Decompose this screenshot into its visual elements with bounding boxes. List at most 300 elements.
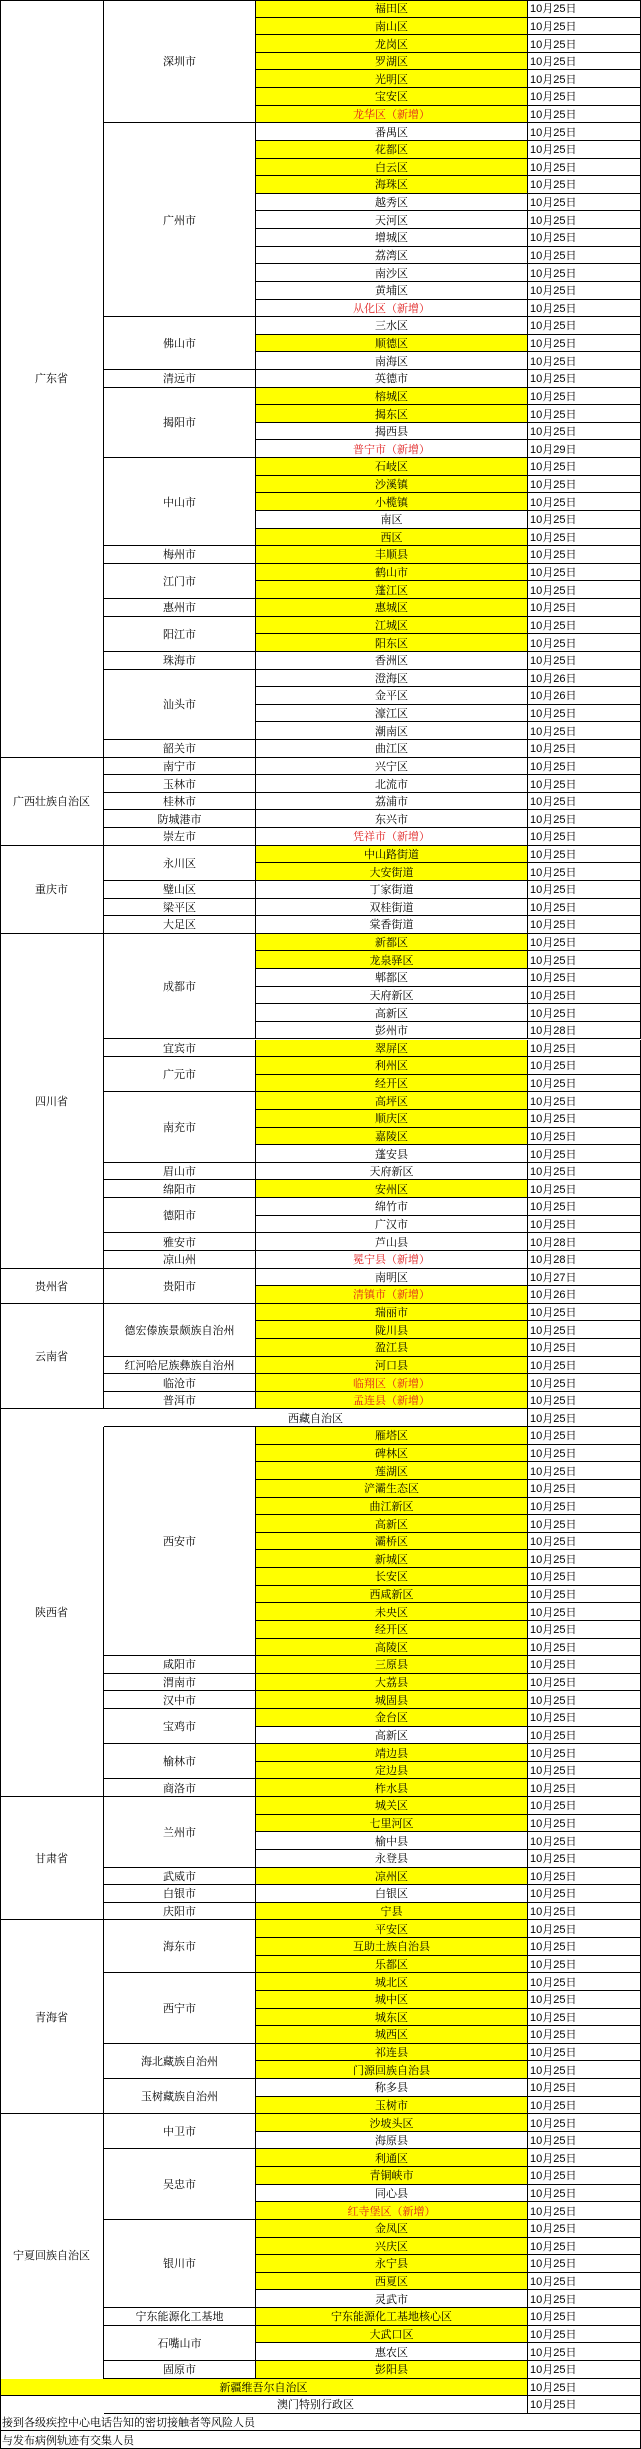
district-cell: 天府新区	[256, 987, 528, 1005]
district-cell: 新都区	[256, 934, 528, 952]
district-cell: 永登县	[256, 1850, 528, 1868]
city-cell: 宁东能源化工基地	[104, 2308, 256, 2326]
date-cell: 10月25日	[528, 2026, 641, 2044]
date-cell: 10月28日	[528, 1233, 641, 1251]
date-cell: 10月25日	[528, 282, 641, 300]
city-cell: 江门市	[104, 564, 256, 599]
district-cell: 郫都区	[256, 969, 528, 987]
date-cell: 10月25日	[528, 123, 641, 141]
district-cell: 清镇市（新增）	[256, 1286, 528, 1304]
date-cell: 10月25日	[528, 2167, 641, 2185]
district-cell: 蓬江区	[256, 581, 528, 599]
city-cell: 德阳市	[104, 1198, 256, 1233]
date-cell: 10月25日	[528, 846, 641, 864]
region-cell: 澳门特别行政区	[104, 2396, 528, 2414]
date-cell: 10月25日	[528, 564, 641, 582]
date-cell: 10月25日	[528, 2185, 641, 2203]
city-cell: 阳江市	[104, 617, 256, 652]
district-cell: 新城区	[256, 1550, 528, 1568]
district-cell: 石岐区	[256, 458, 528, 476]
district-cell: 利通区	[256, 2149, 528, 2167]
province-cell: 贵州省	[0, 1269, 104, 1304]
city-cell: 永川区	[104, 846, 256, 881]
city-cell: 石嘴山市	[104, 2326, 256, 2361]
city-cell: 梁平区	[104, 899, 256, 917]
date-cell: 10月25日	[528, 1903, 641, 1921]
date-cell: 10月25日	[528, 1815, 641, 1833]
date-cell: 10月25日	[528, 1075, 641, 1093]
city-cell: 德宏傣族景颇族自治州	[104, 1304, 256, 1357]
district-cell: 宁东能源化工基地核心区	[256, 2308, 528, 2326]
district-cell: 荔浦市	[256, 793, 528, 811]
district-cell: 未央区	[256, 1603, 528, 1621]
district-cell: 彭阳县	[256, 2361, 528, 2379]
city-cell: 韶关市	[104, 740, 256, 758]
district-cell: 福田区	[256, 0, 528, 18]
date-cell: 10月25日	[528, 1004, 641, 1022]
district-cell: 小榄镇	[256, 493, 528, 511]
district-cell: 高陵区	[256, 1639, 528, 1657]
date-cell: 10月25日	[528, 1321, 641, 1339]
district-cell: 普宁市（新增）	[256, 440, 528, 458]
city-cell: 惠州市	[104, 599, 256, 617]
district-cell: 双桂街道	[256, 899, 528, 917]
district-cell: 大荔县	[256, 1674, 528, 1692]
city-cell: 绵阳市	[104, 1180, 256, 1198]
date-cell: 10月26日	[528, 1286, 641, 1304]
region-cell: 新疆维吾尔自治区	[0, 2379, 528, 2397]
city-cell: 汕头市	[104, 670, 256, 740]
district-cell: 三原县	[256, 1656, 528, 1674]
date-cell: 10月25日	[528, 1639, 641, 1657]
date-cell: 10月25日	[528, 617, 641, 635]
district-cell: 嘉陵区	[256, 1128, 528, 1146]
city-cell: 宝鸡市	[104, 1709, 256, 1744]
district-cell: 龙岗区	[256, 35, 528, 53]
district-cell: 冕宁县（新增）	[256, 1251, 528, 1269]
city-cell: 南充市	[104, 1092, 256, 1162]
city-cell: 珠海市	[104, 652, 256, 670]
district-cell: 三水区	[256, 317, 528, 335]
district-cell: 平安区	[256, 1920, 528, 1938]
province-cell: 青海省	[0, 1920, 104, 2114]
district-cell: 揭东区	[256, 405, 528, 423]
district-cell: 东兴市	[256, 810, 528, 828]
date-cell: 10月25日	[528, 2379, 641, 2397]
district-cell: 城北区	[256, 1973, 528, 1991]
district-cell: 越秀区	[256, 194, 528, 212]
province-cell: 宁夏回族自治区	[0, 2114, 104, 2396]
district-cell: 凉州区	[256, 1868, 528, 1886]
district-cell: 凭祥市（新增）	[256, 828, 528, 846]
district-cell: 兴宁区	[256, 758, 528, 776]
district-cell: 鹤山市	[256, 564, 528, 582]
district-cell: 沙溪镇	[256, 476, 528, 494]
district-cell: 天河区	[256, 211, 528, 229]
district-cell: 绵竹市	[256, 1198, 528, 1216]
city-cell: 榆林市	[104, 1744, 256, 1779]
district-cell: 南山区	[256, 18, 528, 36]
city-cell: 广元市	[104, 1057, 256, 1092]
province-cell: 广东省	[0, 0, 104, 758]
district-cell: 宁县	[256, 1903, 528, 1921]
date-cell: 10月25日	[528, 1180, 641, 1198]
date-cell: 10月25日	[528, 1568, 641, 1586]
date-cell: 10月25日	[528, 2273, 641, 2291]
date-cell: 10月25日	[528, 2097, 641, 2115]
district-cell: 碑林区	[256, 1445, 528, 1463]
date-cell: 10月25日	[528, 159, 641, 177]
city-cell: 兰州市	[104, 1797, 256, 1867]
district-cell: 浐灞生态区	[256, 1480, 528, 1498]
district-cell: 城西区	[256, 2026, 528, 2044]
city-cell: 深圳市	[104, 0, 256, 123]
date-cell: 10月25日	[528, 1339, 641, 1357]
date-cell: 10月25日	[528, 1216, 641, 1234]
date-cell: 10月25日	[528, 88, 641, 106]
date-cell: 10月25日	[528, 1586, 641, 1604]
date-cell: 10月25日	[528, 405, 641, 423]
district-cell: 惠城区	[256, 599, 528, 617]
date-cell: 10月25日	[528, 2009, 641, 2027]
date-cell: 10月25日	[528, 775, 641, 793]
district-cell: 顺德区	[256, 335, 528, 353]
date-cell: 10月25日	[528, 1691, 641, 1709]
date-cell: 10月25日	[528, 2061, 641, 2079]
district-cell: 澄海区	[256, 670, 528, 688]
date-cell: 10月25日	[528, 1110, 641, 1128]
district-cell: 利州区	[256, 1057, 528, 1075]
district-cell: 彭州市	[256, 1022, 528, 1040]
district-cell: 定边县	[256, 1762, 528, 1780]
date-cell: 10月25日	[528, 1656, 641, 1674]
district-cell: 河口县	[256, 1357, 528, 1375]
date-cell: 10月25日	[528, 1956, 641, 1974]
province-cell: 重庆市	[0, 846, 104, 934]
date-cell: 10月25日	[528, 2396, 641, 2414]
district-cell: 金凤区	[256, 2220, 528, 2238]
date-cell: 10月25日	[528, 1515, 641, 1533]
city-cell: 渭南市	[104, 1674, 256, 1692]
city-cell: 普洱市	[104, 1392, 256, 1410]
district-cell: 大武口区	[256, 2326, 528, 2344]
district-cell: 揭西县	[256, 423, 528, 441]
district-cell: 阳东区	[256, 634, 528, 652]
district-cell: 玉树市	[256, 2097, 528, 2115]
date-cell: 10月25日	[528, 388, 641, 406]
district-cell: 安州区	[256, 1180, 528, 1198]
date-cell: 10月25日	[528, 1040, 641, 1058]
district-cell: 瑞丽市	[256, 1304, 528, 1322]
district-cell: 靖边县	[256, 1744, 528, 1762]
city-cell: 崇左市	[104, 828, 256, 846]
district-cell: 白云区	[256, 159, 528, 177]
date-cell: 10月25日	[528, 1727, 641, 1745]
date-cell: 10月25日	[528, 317, 641, 335]
district-cell: 门源回族自治县	[256, 2061, 528, 2079]
date-cell: 10月28日	[528, 1251, 641, 1269]
date-cell: 10月25日	[528, 1938, 641, 1956]
date-cell: 10月25日	[528, 2149, 641, 2167]
date-cell: 10月28日	[528, 1022, 641, 1040]
date-cell: 10月25日	[528, 581, 641, 599]
district-cell: 高新区	[256, 1727, 528, 1745]
date-cell: 10月29日	[528, 440, 641, 458]
city-cell: 临沧市	[104, 1374, 256, 1392]
city-cell: 揭阳市	[104, 388, 256, 458]
district-cell: 海原县	[256, 2132, 528, 2150]
district-cell: 乐都区	[256, 1956, 528, 1974]
province-cell: 云南省	[0, 1304, 104, 1410]
district-cell: 龙华区（新增）	[256, 106, 528, 124]
province-cell: 四川省	[0, 934, 104, 1269]
district-cell: 兴庆区	[256, 2238, 528, 2256]
district-cell: 长安区	[256, 1568, 528, 1586]
province-cell: 广西壮族自治区	[0, 758, 104, 846]
district-cell: 榆中县	[256, 1832, 528, 1850]
district-cell: 香洲区	[256, 652, 528, 670]
date-cell: 10月25日	[528, 229, 641, 247]
city-cell: 佛山市	[104, 317, 256, 370]
district-cell: 龙泉驿区	[256, 951, 528, 969]
date-cell: 10月25日	[528, 652, 641, 670]
city-cell: 海北藏族自治州	[104, 2044, 256, 2079]
district-cell: 南明区	[256, 1269, 528, 1287]
date-cell: 10月25日	[528, 1128, 641, 1146]
district-cell: 灵武市	[256, 2290, 528, 2308]
district-cell: 城东区	[256, 2009, 528, 2027]
district-cell: 城固县	[256, 1691, 528, 1709]
date-cell: 10月25日	[528, 211, 641, 229]
date-cell: 10月25日	[528, 987, 641, 1005]
date-cell: 10月25日	[528, 1357, 641, 1375]
date-cell: 10月25日	[528, 458, 641, 476]
date-cell: 10月25日	[528, 916, 641, 934]
date-cell: 10月25日	[528, 1409, 641, 1427]
district-cell: 南海区	[256, 352, 528, 370]
city-cell: 凉山州	[104, 1251, 256, 1269]
date-cell: 10月25日	[528, 300, 641, 318]
district-cell: 荔湾区	[256, 247, 528, 265]
district-cell: 丁家街道	[256, 881, 528, 899]
province-cell: 甘肃省	[0, 1797, 104, 1920]
date-cell: 10月25日	[528, 1533, 641, 1551]
district-cell: 西咸新区	[256, 1586, 528, 1604]
district-cell: 从化区（新增）	[256, 300, 528, 318]
district-cell: 英德市	[256, 370, 528, 388]
date-cell: 10月25日	[528, 35, 641, 53]
city-cell: 海东市	[104, 1920, 256, 1973]
district-cell: 金台区	[256, 1709, 528, 1727]
district-cell: 临翔区（新增）	[256, 1374, 528, 1392]
district-cell: 灞桥区	[256, 1533, 528, 1551]
district-cell: 大安街道	[256, 863, 528, 881]
district-cell: 芦山县	[256, 1233, 528, 1251]
date-cell: 10月25日	[528, 1621, 641, 1639]
date-cell: 10月25日	[528, 1498, 641, 1516]
district-cell: 潮南区	[256, 722, 528, 740]
city-cell: 咸阳市	[104, 1656, 256, 1674]
district-cell: 增城区	[256, 229, 528, 247]
district-cell: 柞水县	[256, 1779, 528, 1797]
date-cell: 10月25日	[528, 53, 641, 71]
date-cell: 10月25日	[528, 810, 641, 828]
district-cell: 惠农区	[256, 2343, 528, 2361]
city-cell: 红河哈尼族彝族自治州	[104, 1357, 256, 1375]
date-cell: 10月25日	[528, 335, 641, 353]
date-cell: 10月25日	[528, 1973, 641, 1991]
city-cell: 贵阳市	[104, 1269, 256, 1304]
city-cell: 宜宾市	[104, 1040, 256, 1058]
date-cell: 10月25日	[528, 476, 641, 494]
date-cell: 10月25日	[528, 1445, 641, 1463]
district-cell: 宝安区	[256, 88, 528, 106]
date-cell: 10月25日	[528, 1392, 641, 1410]
city-cell: 中卫市	[104, 2114, 256, 2149]
date-cell: 10月25日	[528, 1709, 641, 1727]
date-cell: 10月25日	[528, 1832, 641, 1850]
date-cell: 10月25日	[528, 1092, 641, 1110]
date-cell: 10月25日	[528, 0, 641, 18]
district-cell: 花都区	[256, 141, 528, 159]
district-cell: 青铜峡市	[256, 2167, 528, 2185]
date-cell: 10月25日	[528, 247, 641, 265]
city-cell: 眉山市	[104, 1163, 256, 1181]
date-cell: 10月25日	[528, 1462, 641, 1480]
date-cell: 10月25日	[528, 370, 641, 388]
district-cell: 经开区	[256, 1621, 528, 1639]
city-cell: 庆阳市	[104, 1903, 256, 1921]
district-cell: 红寺堡区（新增）	[256, 2202, 528, 2220]
date-cell: 10月25日	[528, 141, 641, 159]
district-cell: 互助土族自治县	[256, 1938, 528, 1956]
district-cell: 雁塔区	[256, 1427, 528, 1445]
date-cell: 10月25日	[528, 2361, 641, 2379]
date-cell: 10月25日	[528, 2255, 641, 2273]
date-cell: 10月25日	[528, 2114, 641, 2132]
city-cell: 清远市	[104, 370, 256, 388]
date-cell: 10月25日	[528, 969, 641, 987]
city-cell: 西宁市	[104, 1973, 256, 2043]
date-cell: 10月25日	[528, 1779, 641, 1797]
district-cell: 西夏区	[256, 2273, 528, 2291]
city-cell: 银川市	[104, 2220, 256, 2308]
date-cell: 10月25日	[528, 529, 641, 547]
date-cell: 10月25日	[528, 599, 641, 617]
note-row: 与发布病例轨迹有交集人员	[0, 2431, 641, 2449]
district-cell: 中山路街道	[256, 846, 528, 864]
date-cell: 10月25日	[528, 793, 641, 811]
date-cell: 10月25日	[528, 1885, 641, 1903]
date-cell: 10月25日	[528, 1145, 641, 1163]
city-cell: 白银市	[104, 1885, 256, 1903]
date-cell: 10月25日	[528, 1427, 641, 1445]
district-cell: 曲江新区	[256, 1498, 528, 1516]
date-cell: 10月25日	[528, 758, 641, 776]
district-cell: 高新区	[256, 1004, 528, 1022]
district-cell: 丰顺县	[256, 546, 528, 564]
date-cell: 10月25日	[528, 2290, 641, 2308]
date-cell: 10月25日	[528, 511, 641, 529]
date-cell: 10月25日	[528, 881, 641, 899]
date-cell: 10月25日	[528, 18, 641, 36]
district-cell: 海珠区	[256, 176, 528, 194]
district-cell: 称多县	[256, 2079, 528, 2097]
district-cell: 罗湖区	[256, 53, 528, 71]
date-cell: 10月25日	[528, 1480, 641, 1498]
district-cell: 南区	[256, 511, 528, 529]
district-cell: 高新区	[256, 1515, 528, 1533]
date-cell: 10月25日	[528, 1674, 641, 1692]
district-cell: 黄埔区	[256, 282, 528, 300]
date-cell: 10月25日	[528, 106, 641, 124]
date-cell: 10月25日	[528, 1762, 641, 1780]
date-cell: 10月25日	[528, 352, 641, 370]
date-cell: 10月25日	[528, 951, 641, 969]
date-cell: 10月25日	[528, 423, 641, 441]
city-cell: 玉树藏族自治州	[104, 2079, 256, 2114]
district-cell: 江城区	[256, 617, 528, 635]
date-cell: 10月25日	[528, 634, 641, 652]
date-cell: 10月25日	[528, 828, 641, 846]
date-cell: 10月25日	[528, 934, 641, 952]
date-cell: 10月25日	[528, 2132, 641, 2150]
district-cell: 濠江区	[256, 705, 528, 723]
date-cell: 10月25日	[528, 1868, 641, 1886]
date-cell: 10月25日	[528, 1850, 641, 1868]
date-cell: 10月25日	[528, 1603, 641, 1621]
date-cell: 10月25日	[528, 1163, 641, 1181]
city-cell: 广州市	[104, 123, 256, 317]
date-cell: 10月25日	[528, 546, 641, 564]
district-cell: 蓬安县	[256, 1145, 528, 1163]
district-cell: 城关区	[256, 1797, 528, 1815]
district-cell: 祁连县	[256, 2044, 528, 2062]
date-cell: 10月26日	[528, 670, 641, 688]
district-cell: 番禺区	[256, 123, 528, 141]
date-cell: 10月26日	[528, 687, 641, 705]
district-cell: 广汉市	[256, 1216, 528, 1234]
city-cell: 西安市	[104, 1427, 256, 1656]
city-cell: 南宁市	[104, 758, 256, 776]
district-cell: 沙坡头区	[256, 2114, 528, 2132]
city-cell: 玉林市	[104, 775, 256, 793]
city-cell: 固原市	[104, 2361, 256, 2379]
city-cell: 吴忠市	[104, 2149, 256, 2219]
district-cell: 孟连县（新增）	[256, 1392, 528, 1410]
city-cell: 桂林市	[104, 793, 256, 811]
district-cell: 曲江区	[256, 740, 528, 758]
date-cell: 10月25日	[528, 194, 641, 212]
district-cell: 翠屏区	[256, 1040, 528, 1058]
date-cell: 10月27日	[528, 1269, 641, 1287]
city-cell: 中山市	[104, 458, 256, 546]
date-cell: 10月25日	[528, 740, 641, 758]
city-cell: 商洛市	[104, 1779, 256, 1797]
date-cell: 10月25日	[528, 2044, 641, 2062]
district-cell: 西区	[256, 529, 528, 547]
district-cell: 榕城区	[256, 388, 528, 406]
date-cell: 10月25日	[528, 2308, 641, 2326]
date-cell: 10月25日	[528, 1550, 641, 1568]
district-cell: 天府新区	[256, 1163, 528, 1181]
district-cell: 莲湖区	[256, 1462, 528, 1480]
district-cell: 陇川县	[256, 1321, 528, 1339]
district-cell: 棠香街道	[256, 916, 528, 934]
date-cell: 10月25日	[528, 1797, 641, 1815]
city-cell: 汉中市	[104, 1691, 256, 1709]
district-cell: 光明区	[256, 70, 528, 88]
